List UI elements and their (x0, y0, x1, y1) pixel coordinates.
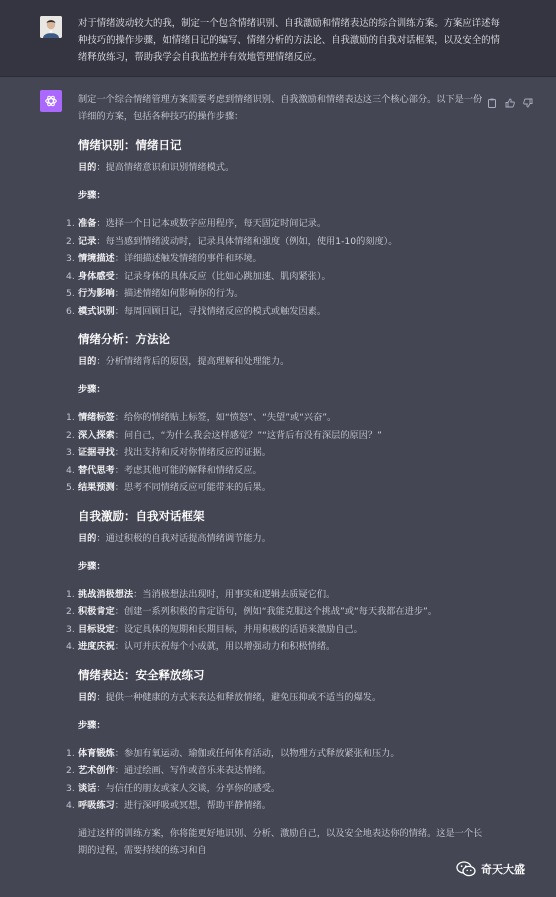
step-number: 4. (66, 641, 75, 652)
step-item (66, 303, 490, 321)
step-label: 行为影响 (78, 288, 115, 299)
section-goal (78, 530, 490, 547)
step-item (66, 780, 490, 798)
step-item (66, 762, 490, 780)
step-colon: ： (114, 800, 124, 811)
step-text: 进行深呼吸或冥想，帮助平静情绪。 (123, 800, 271, 811)
step-number: 2. (66, 429, 75, 441)
steps-list (66, 586, 490, 656)
step-label: 情境描述 (78, 253, 115, 264)
steps-label-text: 步骤 (78, 190, 97, 201)
step-number: 4. (66, 800, 75, 811)
step-colon: ： (114, 464, 124, 476)
goal-colon: ： (96, 691, 106, 703)
step-item (66, 745, 490, 763)
step-text: 创建一系列积极的肯定语句，例如“我能克服这个挑战”或“每天我都在进步”。 (123, 606, 437, 617)
goal-label: 目的 (78, 356, 97, 367)
step-colon: ： (96, 218, 106, 229)
goal-colon: ： (96, 162, 106, 173)
plan-section (66, 330, 490, 497)
step-label: 记录 (78, 235, 97, 247)
goal-colon: ： (96, 532, 106, 544)
step-colon: ： (114, 765, 124, 776)
section-title: 情绪识别：情绪日记 (78, 138, 182, 152)
message-actions (487, 93, 533, 103)
section-goal (78, 689, 490, 706)
step-item (66, 638, 490, 656)
step-number: 2. (66, 235, 75, 247)
step-number: 1. (66, 588, 75, 600)
step-label: 体育锻炼 (78, 747, 115, 759)
step-text: 找出支持和反对你情绪反应的证据。 (123, 447, 271, 458)
step-colon: ： (114, 270, 124, 282)
step-colon: ： (133, 588, 143, 600)
steps-label (78, 187, 490, 204)
steps-label (78, 381, 490, 398)
step-item (66, 462, 490, 480)
step-colon: ： (96, 235, 106, 247)
step-item (66, 233, 490, 251)
steps-label-colon: ： (96, 384, 106, 395)
steps-label (78, 717, 490, 734)
step-colon: ： (114, 447, 124, 458)
step-item (66, 409, 490, 427)
step-item (66, 621, 490, 639)
chatgpt-logo-icon (40, 90, 62, 112)
step-text: 考虑其他可能的解释和情绪反应。 (123, 464, 262, 476)
step-item (66, 285, 490, 303)
step-text: 问自己，“为什么我会这样感觉？”“这背后有没有深层的原因？” (123, 429, 382, 441)
step-number: 4. (66, 270, 75, 282)
watermark-text: 奇天大盛 (481, 863, 525, 876)
step-colon: ： (114, 412, 124, 423)
step-item (66, 603, 490, 621)
step-number: 5. (66, 288, 75, 299)
assistant-message-content (66, 91, 490, 859)
section-goal (78, 353, 490, 370)
step-text: 详细描述触发情绪的事件和环境。 (123, 253, 262, 264)
step-label: 深入探索 (78, 429, 115, 441)
plan-section (66, 666, 490, 815)
step-item (66, 215, 490, 233)
step-label: 挑战消极想法 (78, 588, 134, 600)
step-colon: ： (114, 305, 124, 317)
step-text: 设定具体的短期和长期目标，并用积极的话语来激励自己。 (123, 623, 363, 635)
steps-label-text: 步骤 (78, 719, 97, 731)
step-label: 谈话 (78, 782, 97, 794)
intro-paragraph: 制定一个综合情绪管理方案需要考虑到情绪识别、自我激励和情绪表达这三个核心部分。以下是一份详细的方案，包括各种技巧的操作步骤： (78, 94, 483, 122)
goal-text: 提供一种健康的方式来表达和释放情绪，避免压抑或不适当的爆发。 (105, 691, 382, 703)
step-number: 4. (66, 464, 75, 476)
step-colon: ： (114, 482, 124, 493)
steps-label-text: 步骤 (78, 384, 97, 395)
goal-label: 目的 (78, 691, 97, 703)
steps-list (66, 745, 490, 815)
step-number: 6. (66, 305, 75, 317)
steps-label (78, 558, 490, 575)
step-number: 3. (66, 782, 75, 794)
section-title: 情绪表达：安全释放练习 (78, 667, 205, 682)
step-text: 给你的情绪贴上标签，如“愤怒”、“失望”或“兴奋”。 (123, 412, 337, 423)
step-colon: ： (96, 782, 106, 794)
step-label: 目标设定 (78, 623, 115, 635)
step-text: 记录身体的具体反应（比如心跳加速、肌肉紧张）。 (123, 270, 331, 282)
step-number: 1. (66, 747, 75, 759)
step-label: 证据寻找 (78, 447, 115, 458)
step-label: 呼吸练习 (78, 800, 115, 811)
goal-label: 目的 (78, 532, 97, 544)
step-number: 1. (66, 218, 75, 229)
step-label: 替代思考 (78, 464, 115, 476)
thumbs-up-icon[interactable] (505, 93, 515, 103)
step-text: 认可并庆祝每个小成就，用以增强动力和积极情绪。 (123, 641, 336, 652)
steps-list (66, 409, 490, 497)
step-label: 情绪标签 (78, 412, 115, 423)
step-colon: ： (114, 606, 124, 617)
step-label: 积极肯定 (78, 606, 115, 617)
goal-colon: ： (96, 356, 106, 367)
goal-text: 通过积极的自我对话提高情绪调节能力。 (105, 532, 271, 544)
goal-text: 提高情绪意识和识别情绪模式。 (105, 162, 235, 173)
step-item (66, 250, 490, 268)
step-colon: ： (114, 429, 124, 441)
watermark (456, 861, 525, 877)
user-avatar (40, 16, 62, 38)
outro-paragraph: 通过这样的训练方案，你将能更好地识别、分析、激励自己，以及安全地表达你的情绪。这是一个长期的过程，需要持续的练习和自 (78, 827, 483, 856)
section-title: 自我激励：自我对话框架 (78, 508, 205, 523)
step-label: 艺术创作 (78, 765, 115, 776)
plan-section (66, 136, 490, 320)
step-text: 思考不同情绪反应可能带来的后果。 (123, 482, 271, 493)
step-text: 每当感到情绪波动时，记录具体情绪和强度（例如，使用1-10的刻度）。 (105, 235, 398, 247)
step-item (66, 268, 490, 286)
step-colon: ： (114, 641, 124, 652)
section-goal (78, 159, 490, 176)
goal-label: 目的 (78, 162, 97, 173)
step-text: 描述情绪如何影响你的行为。 (123, 288, 244, 299)
step-label: 进度庆祝 (78, 641, 115, 652)
step-label: 准备 (78, 218, 97, 229)
steps-label-text: 步骤 (78, 560, 97, 572)
step-text: 选择一个日记本或数字应用程序，每天固定时间记录。 (105, 218, 327, 229)
step-colon: ： (114, 623, 124, 635)
thumbs-down-icon[interactable] (523, 93, 533, 103)
step-item (66, 797, 490, 815)
assistant-message-row (0, 77, 556, 897)
step-label: 结果预测 (78, 482, 115, 493)
user-message-row (0, 0, 556, 77)
step-text: 与信任的朋友或家人交谈，分享你的感受。 (105, 782, 281, 794)
step-text: 通过绘画、写作或音乐来表达情绪。 (123, 765, 271, 776)
plan-sections (66, 136, 490, 815)
step-label: 身体感受 (78, 270, 115, 282)
step-text: 参加有氧运动、瑜伽或任何体育活动，以物理方式释放紧张和压力。 (123, 747, 400, 759)
user-message-text: 对于情绪波动较大的我，制定一个包含情绪识别、自我激励和情绪表达的综合训练方案。方案应详述每种技巧的操作步骤，如情绪日记的编写、情绪分析的方法论、自我激励的自我对话框架，以及安全的情绪释放练习，帮助我学会自我监控并有效地管理情绪反应。 (78, 18, 500, 63)
step-item (66, 427, 490, 445)
step-item (66, 444, 490, 462)
step-number: 3. (66, 623, 75, 635)
steps-list (66, 215, 490, 320)
step-number: 2. (66, 606, 75, 617)
step-item (66, 586, 490, 604)
wechat-icon (456, 861, 476, 877)
plan-section (66, 507, 490, 656)
step-text: 每周回顾日记，寻找情绪反应的模式或触发因素。 (123, 305, 327, 317)
steps-label-colon: ： (96, 560, 106, 572)
step-colon: ： (114, 288, 124, 299)
step-text: 当消极想法出现时，用事实和逻辑去质疑它们。 (142, 588, 336, 600)
goal-text: 分析情绪背后的原因，提高理解和处理能力。 (105, 356, 290, 367)
step-number: 2. (66, 765, 75, 776)
step-number: 1. (66, 412, 75, 423)
step-number: 3. (66, 253, 75, 264)
step-colon: ： (114, 253, 124, 264)
steps-label-colon: ： (96, 190, 106, 201)
steps-label-colon: ： (96, 719, 106, 731)
step-colon: ： (114, 747, 124, 759)
step-item (66, 479, 490, 497)
step-number: 5. (66, 482, 75, 493)
section-title: 情绪分析：方法论 (78, 332, 170, 346)
step-number: 3. (66, 447, 75, 458)
step-label: 模式识别 (78, 305, 115, 317)
